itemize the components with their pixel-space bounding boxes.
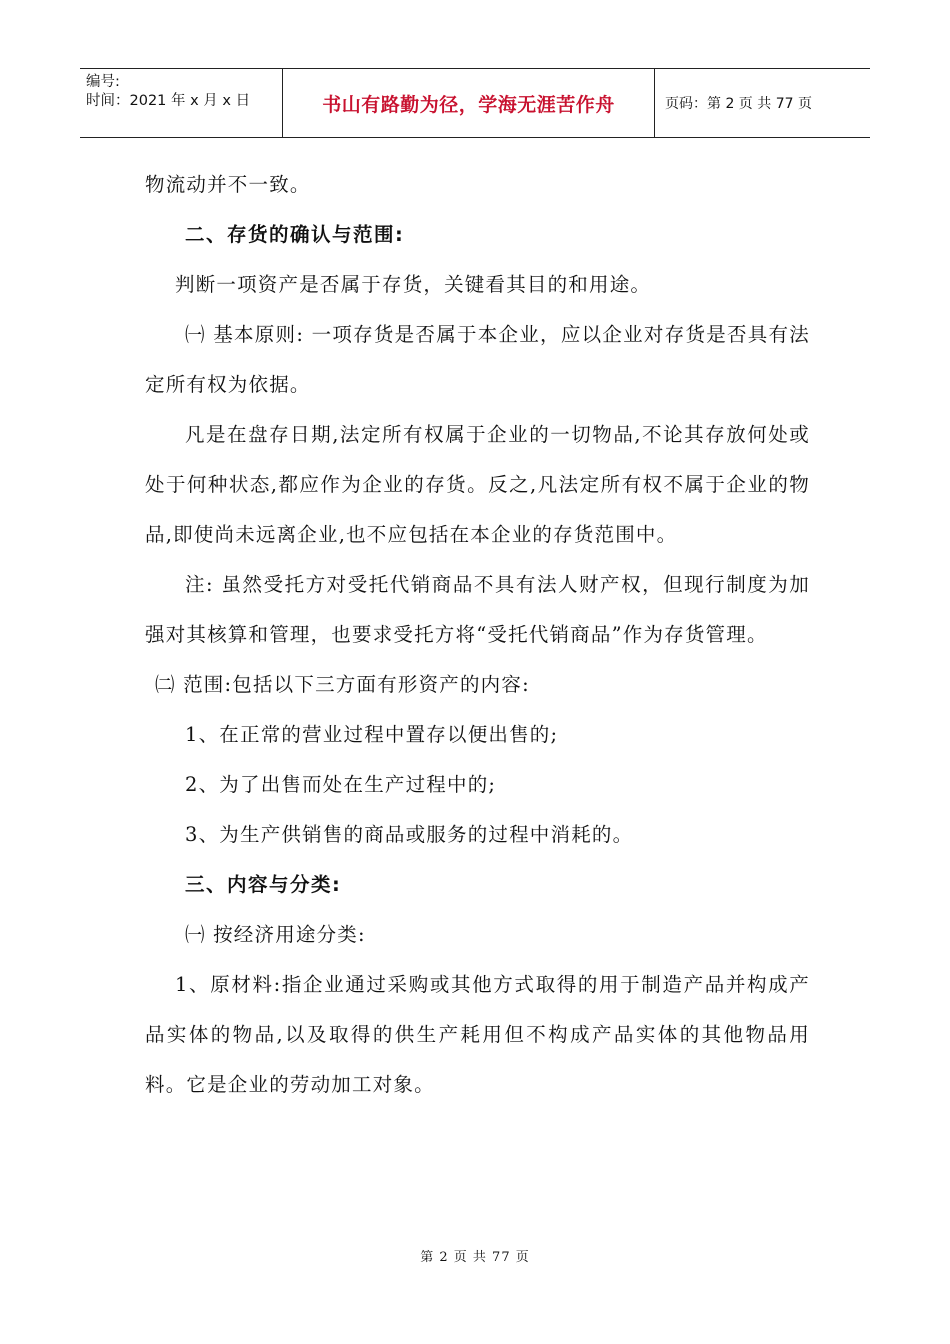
list-item: 1、在正常的营业过程中置存以便出售的; xyxy=(185,723,559,746)
paragraph: 判断一项资产是否属于存货，关键看其目的和用途。 xyxy=(175,273,652,296)
paragraph: ㈠ 按经济用途分类: xyxy=(185,923,366,946)
document-header xyxy=(80,68,870,138)
header-meta xyxy=(80,69,283,137)
paragraph: 物流动并不一致。 xyxy=(145,173,311,196)
paragraph: 凡是在盘存日期,法定所有权属于企业的一切物品,不论其存放何处或处于何种状态,都应作为企业的存货。反之,凡法定所有权不属于企业的物品,即使尚未远离企业,也不应包括在本企业的存货范围中。 xyxy=(145,423,810,546)
header-page-info: 页码：第 2 页 共 77 页 xyxy=(665,96,812,112)
paragraph: 1、原材料:指企业通过采购或其他方式取得的用于制造产品并构成产品实体的物品,以及取得的供生产耗用但不构成产品实体的其他物品用料。它是企业的劳动加工对象。 xyxy=(145,973,810,1096)
page-footer: 第 2 页 共 77 页 xyxy=(420,1250,530,1265)
paragraph: ㈡ 范围:包括以下三方面有形资产的内容: xyxy=(155,673,530,696)
paragraph: ㈠ 基本原则: 一项存货是否属于本企业，应以企业对存货是否具有法定所有权为依据。 xyxy=(145,323,810,396)
section-heading: 二、存货的确认与范围: xyxy=(185,223,405,246)
header-date: 时间：2021 年 x 月 x 日 xyxy=(86,93,251,109)
header-motto: 书山有路勤为径，学海无涯苦作舟 xyxy=(283,69,655,137)
paragraph: 注: 虽然受托方对受托代销商品不具有法人财产权，但现行制度为加强对其核算和管理，也要求受托方将“受托代销商品”作为存货管理。 xyxy=(145,573,810,646)
list-item: 3、为生产供销售的商品或服务的过程中消耗的。 xyxy=(185,823,634,846)
list-item: 2、为了出售而处在生产过程中的; xyxy=(185,773,497,796)
header-number-label: 编号: xyxy=(86,74,120,90)
section-heading: 三、内容与分类: xyxy=(185,873,342,896)
document-body xyxy=(145,160,810,1110)
